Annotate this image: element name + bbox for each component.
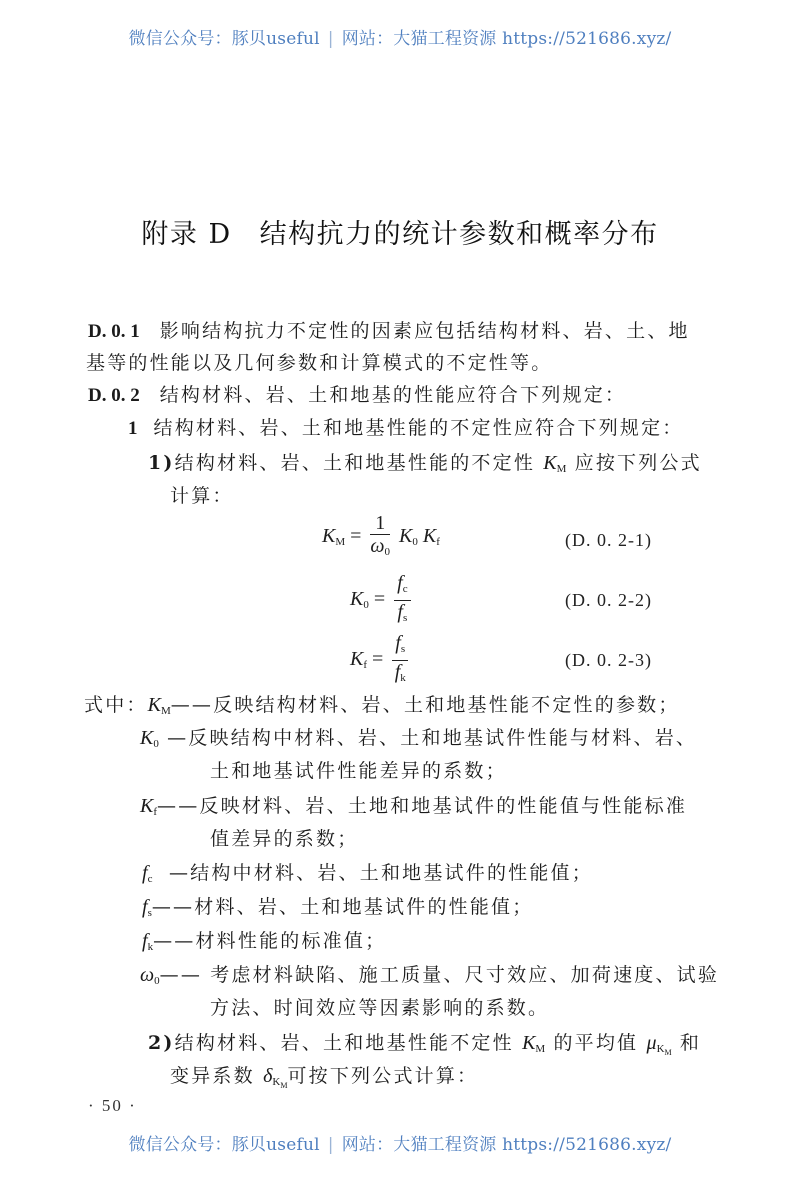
clause-number: D. 0. 1: [88, 321, 140, 342]
watermark-left: 微信公众号：豚贝useful: [128, 29, 320, 49]
definition-kf-cont: 值差异的系数；: [210, 828, 359, 850]
watermark-separator: |: [327, 1135, 334, 1155]
item-1: 1 结构材料、岩、土和地基性能的不定性应符合下列规定：: [128, 417, 684, 439]
subitem-2-line2: 变异系数 $\delta_{K_M}$可按下列公式计算：: [170, 1065, 479, 1090]
where-label: 式中：: [84, 694, 148, 716]
watermark-right: 网站：大猫工程资源 https://521686.xyz/: [341, 29, 672, 49]
page-number: · 50 ·: [88, 1096, 137, 1115]
watermark-left: 微信公众号：豚贝useful: [128, 1135, 320, 1155]
definition-fs: $f_s——$材料、岩、土和地基试件的性能值；: [142, 896, 534, 919]
equation-number: (D. 0. 2-2): [565, 590, 652, 610]
watermark-right: 网站：大猫工程资源 https://521686.xyz/: [341, 1135, 672, 1155]
definition-omega0-cont: 方法、时间效应等因素影响的系数。: [210, 997, 550, 1019]
title-prefix: 附录 D: [141, 219, 232, 250]
equation-number: (D. 0. 2-3): [565, 650, 652, 670]
definition-kf: $K_f——$反映材料、岩、土地和地基试件的性能值与性能标准: [140, 795, 688, 818]
subitem-1-line1: 1)结构材料、岩、土和地基性能的不定性 $K_M$ 应按下列公式: [148, 452, 702, 475]
formula-d0021: $K_M$ = $\frac{1}{\omega_0}$ $K_0$ $K_f$: [322, 512, 440, 558]
subitem-1-line2: 计算：: [170, 485, 234, 507]
definition-km: 式中：$K_M——$反映结构材料、岩、土和地基性能不定性的参数；: [84, 694, 680, 717]
clause-d001-line2: 基等的性能以及几何参数和计算模式的不定性等。: [86, 352, 553, 374]
definition-omega0: $\omega_0——$ 考虑材料缺陷、施工质量、尺寸效应、加荷速度、试验: [140, 964, 720, 987]
clause-d002: D. 0. 2 结构材料、岩、土和地基的性能应符合下列规定：: [88, 384, 627, 406]
equation-number: (D. 0. 2-1): [565, 530, 652, 550]
clause-d001-line1: D. 0. 1 影响结构抗力不定性的因素应包括结构材料、岩、土、地: [88, 320, 690, 342]
watermark-bottom: [0, 1130, 800, 1155]
watermark-top: [0, 24, 800, 49]
title-text: 结构抗力的统计参数和概率分布: [259, 219, 659, 250]
clause-number: D. 0. 2: [88, 385, 140, 406]
definition-k0-cont: 土和地基试件性能差异的系数；: [210, 760, 507, 782]
subitem-2-line1: 2)结构材料、岩、土和地基性能不定性 $K_M$ 的平均值 $\mu_{K_M}$ 和: [148, 1032, 702, 1057]
page-title: [0, 212, 800, 251]
formula-d0022: $K_0$ = $\frac{f_c}{f_s}$: [350, 572, 415, 629]
definition-fc: $f_c$ —结构中材料、岩、土和地基试件的性能值；: [142, 862, 593, 885]
definition-k0: $K_0$ —反映结构中材料、岩、土和地基试件性能与材料、岩、: [140, 727, 698, 750]
definition-fk: $f_k——$材料性能的标准值；: [142, 930, 387, 953]
formula-d0023: $K_f$ = $\frac{f_s}{f_k}$: [350, 632, 412, 689]
watermark-separator: |: [327, 29, 334, 49]
